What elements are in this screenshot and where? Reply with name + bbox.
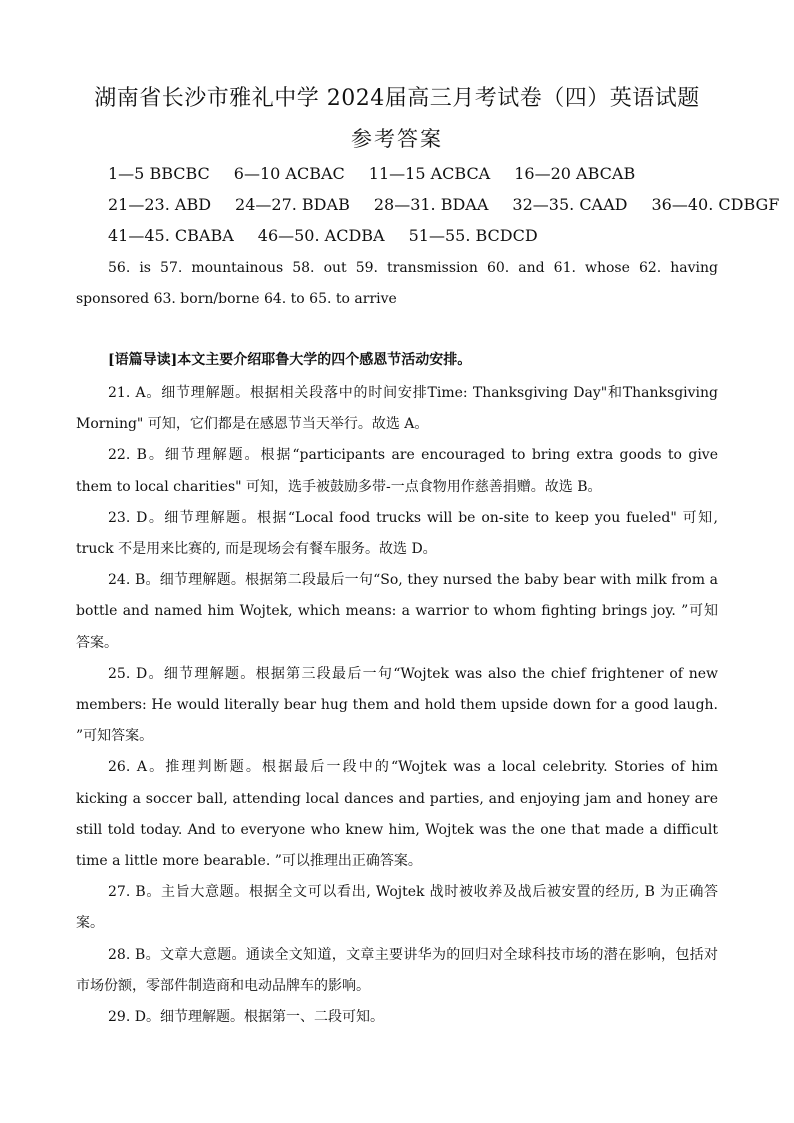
explanation-paragraph: 26. A。推理判断题。根据最后一段中的“Wojtek was a local celebrity. Stories of him kicking a soccer ball, attending local dances and parties, and enjoying jam and honey are still told today. And to everyone who knew him, Wojtek was the one that made a difficult time a little more bearable. ”可以推理出正确答案。 <box>76 759 718 870</box>
answer-row-1 <box>108 162 659 186</box>
answer-group: 41—45. CBABA <box>108 226 234 245</box>
explanation-paragraph: 23. D。细节理解题。根据“Local food trucks will be on-site to keep you fueled" 可知, truck 不是用来比赛的, 而是现场会有餐车服务。故选 D。 <box>76 509 718 558</box>
page-subtitle: 参考答案 <box>351 127 443 151</box>
answer-row-3 <box>108 224 562 248</box>
fill-blank-answers: 56. is 57. mountainous 58. out 59. transmission 60. and 61. whose 62. having sponsored 63. born/borne 64. to 65. to arrive <box>76 260 718 307</box>
explanation-paragraph: 24. B。细节理解题。根据第二段最后一句“So, they nursed the baby bear with milk from a bottle and named him Wojtek, which means: a warrior to whom fighting brings joy. ”可知答案。 <box>76 572 718 651</box>
answer-group: 36—40. CDBGF <box>651 195 780 214</box>
answer-group: 11—15 ACBCA <box>368 164 491 183</box>
answer-group: 28—31. BDAA <box>373 195 489 214</box>
answer-group: 21—23. ABD <box>108 195 212 214</box>
answer-group: 51—55. BCDCD <box>408 226 538 245</box>
answer-group: 6—10 ACBAC <box>233 164 345 183</box>
answer-group: 46—50. ACDBA <box>257 226 385 245</box>
answer-row-2 <box>108 193 794 217</box>
explanations <box>76 378 718 1033</box>
explanation-paragraph: 28. B。文章大意题。通读全文知道，文章主要讲华为的回归对全球科技市场的潜在影响，包括对市场份额，零部件制造商和电动品牌车的影响。 <box>76 946 718 994</box>
answer-group: 16—20 ABCAB <box>514 164 636 183</box>
answer-group: 1—5 BBCBC <box>108 164 210 183</box>
page-title: 湖南省长沙市雅礼中学 2024届高三月考试卷（四）英语试题 <box>94 86 700 111</box>
explanation-paragraph: 25. D。细节理解题。根据第三段最后一句“Wojtek was also the chief frightener of new members: He would literally bear hug them and hold them upside down for a good laugh. ”可知答案。 <box>76 665 718 745</box>
answer-group: 32—35. CAAD <box>512 195 628 214</box>
explanation-paragraph: 29. D。细节理解题。根据第一、二段可知。 <box>108 1009 384 1026</box>
passage-intro: [语篇导读]本文主要介绍耶鲁大学的四个感恩节活动安排。 <box>108 352 472 368</box>
explanation-paragraph: 22. B。细节理解题。根据“participants are encouraged to bring extra goods to give them to local charities" 可知，选手被鼓励多带-一点食物用作慈善捐赠。故选 B。 <box>76 447 718 495</box>
answer-group: 24—27. BDAB <box>235 195 350 214</box>
explanation-paragraph: 27. B。主旨大意题。根据全文可以看出, Wojtek 战时被收养及战后被安置的经历, B 为正确答案。 <box>76 884 718 932</box>
explanation-paragraph: 21. A。细节理解题。根据相关段落中的时间安排Time: Thanksgiving Day"和Thanksgiving Morning" 可知，它们都是在感恩节当天举行。故选 A。 <box>76 385 718 433</box>
